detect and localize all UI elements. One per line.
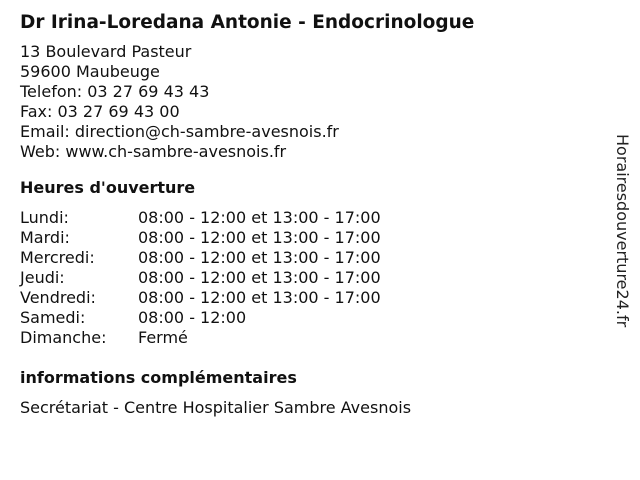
day-label: Jeudi: (20, 268, 65, 287)
time-value: Fermé (138, 328, 188, 347)
hours-row-jeudi (20, 268, 600, 288)
info-heading: informations complémentaires (20, 368, 297, 387)
hours-row-dimanche (20, 328, 600, 348)
day-label: Lundi: (20, 208, 69, 227)
day-label: Samedi: (20, 308, 86, 327)
day-label: Vendredi: (20, 288, 96, 307)
time-value: 08:00 - 12:00 et 13:00 - 17:00 (138, 208, 381, 227)
day-label: Dimanche: (20, 328, 107, 347)
phone-line: Telefon: 03 27 69 43 43 (20, 82, 210, 101)
hours-row-vendredi (20, 288, 600, 308)
listing-card (20, 10, 600, 418)
hours-heading: Heures d'ouverture (20, 178, 196, 197)
fax-line: Fax: 03 27 69 43 00 (20, 102, 180, 121)
email-line: Email: direction@ch-sambre-avesnois.fr (20, 122, 339, 141)
time-value: 08:00 - 12:00 et 13:00 - 17:00 (138, 268, 381, 287)
hours-row-mercredi (20, 248, 600, 268)
hours-row-lundi (20, 208, 600, 228)
watermark (612, 134, 632, 370)
web-line: Web: www.ch-sambre-avesnois.fr (20, 142, 287, 161)
time-value: 08:00 - 12:00 et 13:00 - 17:00 (138, 228, 381, 247)
time-value: 08:00 - 12:00 (138, 308, 247, 327)
watermark-text: Horairesdouverture24.fr (613, 134, 632, 328)
hours-row-mardi (20, 228, 600, 248)
day-label: Mardi: (20, 228, 70, 247)
address-city: 59600 Maubeuge (20, 62, 160, 81)
time-value: 08:00 - 12:00 et 13:00 - 17:00 (138, 288, 381, 307)
page-title: Dr Irina-Loredana Antonie - Endocrinologue (20, 12, 475, 33)
day-label: Mercredi: (20, 248, 95, 267)
time-value: 08:00 - 12:00 et 13:00 - 17:00 (138, 248, 381, 267)
hours-table (20, 208, 600, 348)
hours-row-samedi (20, 308, 600, 328)
contact-block (20, 42, 600, 162)
info-text: Secrétariat - Centre Hospitalier Sambre Avesnois (20, 398, 412, 417)
address-street: 13 Boulevard Pasteur (20, 42, 192, 61)
